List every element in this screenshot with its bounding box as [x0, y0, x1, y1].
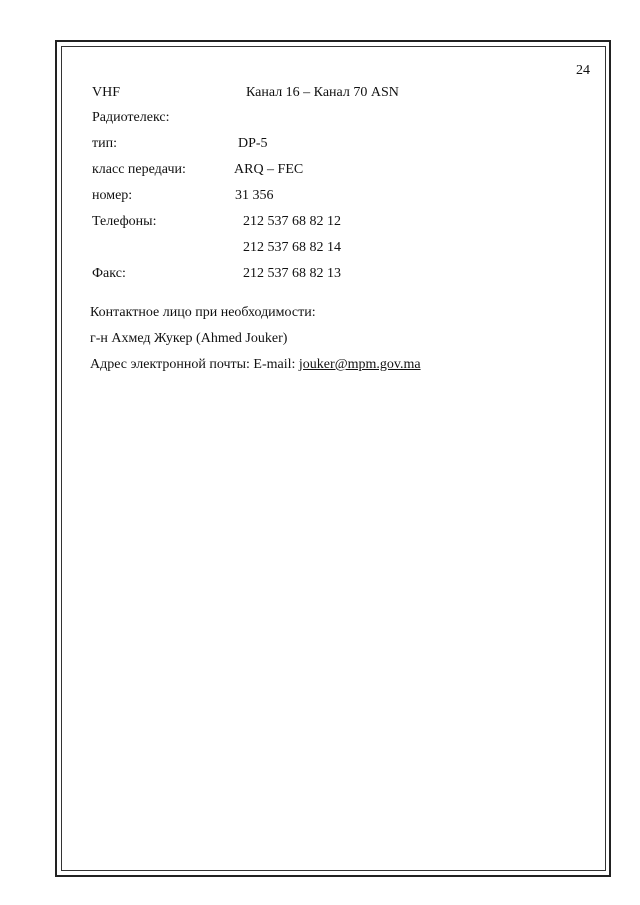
number-value: 31 356 — [235, 188, 274, 203]
page-number: 24 — [576, 63, 590, 78]
radiotelex-heading: Радиотелекс: — [92, 110, 170, 125]
class-value: ARQ – FEC — [234, 162, 304, 177]
email-prefix: Адрес электронной почты: E-mail: — [90, 357, 299, 372]
contact-line-2: г-н Ахмед Жукер (Ahmed Jouker) — [90, 331, 288, 346]
contact-line-1: Контактное лицо при необходимости: — [90, 305, 316, 320]
phone-1: 212 537 68 82 12 — [243, 214, 341, 229]
fax-label: Факс: — [92, 266, 126, 281]
fax-value: 212 537 68 82 13 — [243, 266, 341, 281]
type-label: тип: — [92, 136, 117, 151]
phone-2: 212 537 68 82 14 — [243, 240, 341, 255]
email-link[interactable]: jouker@mpm.gov.ma — [298, 357, 421, 372]
email-line — [90, 357, 421, 373]
vhf-value: Канал 16 – Канал 70 ASN — [246, 85, 399, 100]
type-value: DP-5 — [238, 136, 268, 151]
number-label: номер: — [92, 188, 133, 203]
vhf-label: VHF — [92, 85, 121, 100]
class-label: класс передачи: — [92, 162, 186, 177]
phones-label: Телефоны: — [92, 214, 157, 229]
